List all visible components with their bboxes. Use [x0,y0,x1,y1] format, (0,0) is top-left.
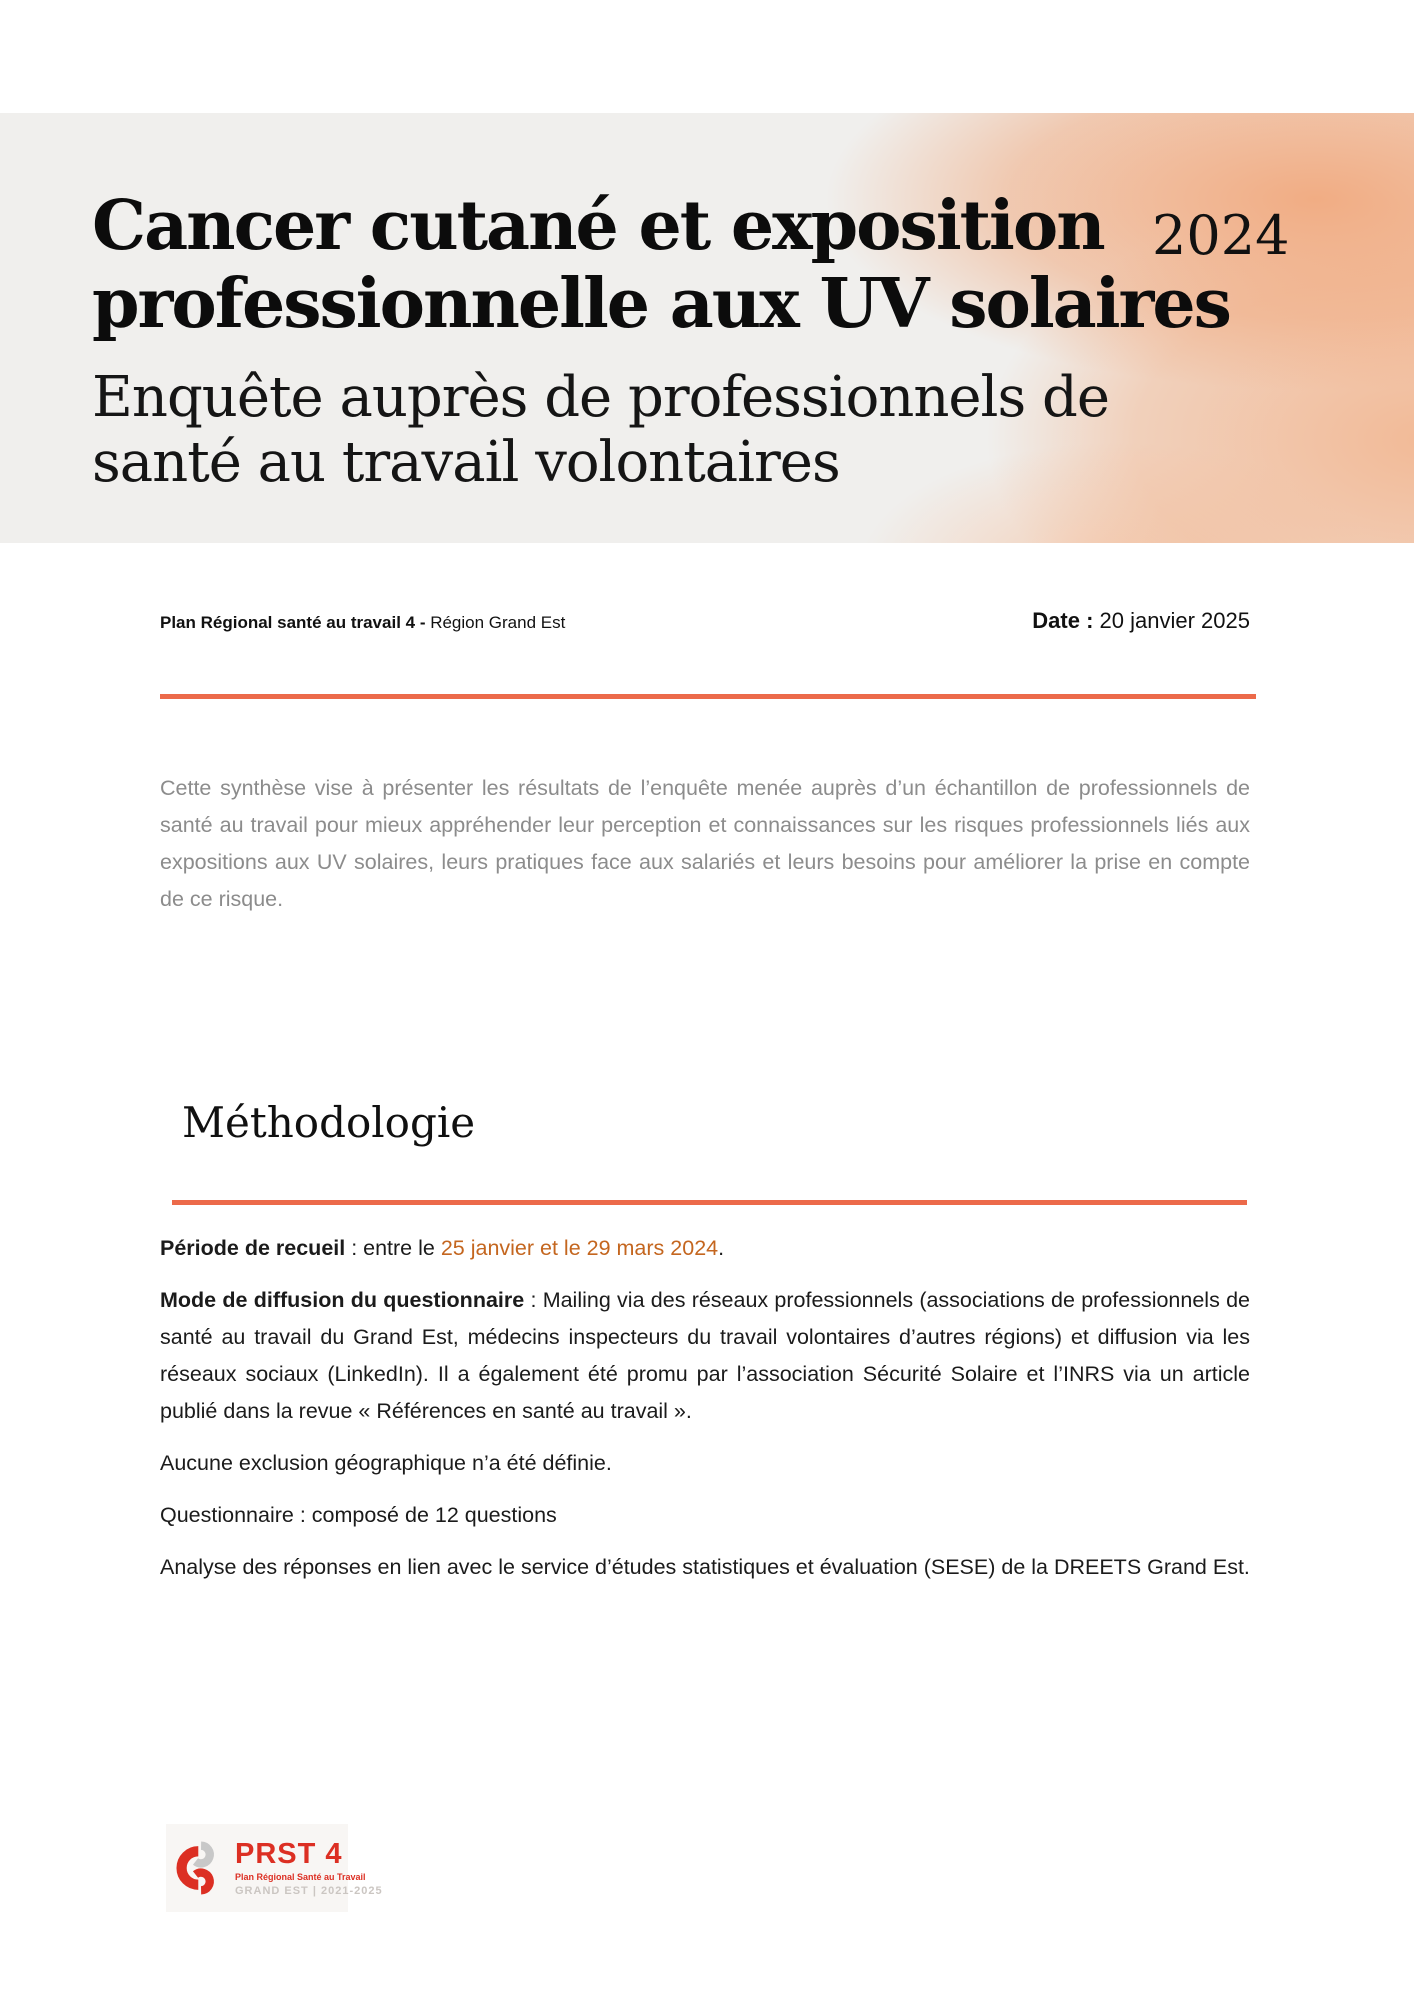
page-title-line2: professionnelle aux UV solaires [92,264,1230,344]
plan-regional-label [160,613,565,633]
diffusion-text: : Mailing via des réseaux professionnels (associations de professionnels de santé au travail du Grand Est, médecins inspecteurs du travail volontaires d’autres régions) et diffusion via les réseaux sociaux (LinkedIn). Il a également été promu par l’association Sécurité Solaire et l’INRS via un article publié dans la revue « Références en santé au travail ». [160,1288,1250,1423]
page-title-line1: Cancer cutané et exposition [92,186,1104,266]
meta-row [160,608,1250,634]
plan-regional-bold: Plan Régional santé au travail 4 - [160,613,431,632]
prst-mark-red-c [182,1851,199,1884]
paragraph-exclusion: Aucune exclusion géographique n’a été définie. [160,1451,612,1475]
page-title [92,187,1230,343]
year-label: 2024 [1152,204,1290,267]
periode-mid: : entre le [345,1236,441,1260]
paragraph-questionnaire: Questionnaire : composé de 12 questions [160,1503,557,1527]
prst4-logo-subtitle: Plan Régional Santé au Travail [235,1871,366,1882]
date-value: 20 janvier 2025 [1099,608,1250,633]
paragraph-periode [160,1230,1250,1267]
prst4-logo-region-years: GRAND EST | 2021-2025 [235,1884,383,1897]
plan-regional-region: Région Grand Est [430,613,566,632]
diffusion-label: Mode de diffusion du questionnaire [160,1288,525,1312]
divider-rule-top [160,694,1256,699]
page-subtitle-line1: Enquête auprès de professionnels de [92,365,1109,430]
section-heading-methodologie: Méthodologie [182,1098,476,1147]
intro-paragraph: Cette synthèse vise à présenter les résultats de l’enquête menée auprès d’un échantillon de professionnels de santé au travail pour mieux appréhender leur perception et connaissances sur les risques professionnels liés aux expositions aux UV solaires, leurs pratiques face aux salariés et leurs besoins pour améliorer la prise en compte de ce risque. [160,776,1250,911]
divider-rule-methodologie [172,1200,1247,1205]
periode-label: Période de recueil [160,1236,346,1260]
page-subtitle-line2: santé au travail volontaires [92,430,840,495]
date-label: Date : [1032,608,1100,633]
highlight-date-range: 25 janvier et le 29 mars 2024 [440,1236,719,1260]
date-line [1032,608,1250,634]
header-band [0,113,1414,543]
paragraph-analyse: Analyse des réponses en lien avec le service d’études statistiques et évaluation (SESE) de la DREETS Grand Est. [160,1555,1250,1579]
prst4-logo [166,1824,383,1912]
periode-end: . [718,1236,725,1260]
methodology-body [160,1230,1250,1601]
prst4-logo-name: PRST 4 [235,1837,343,1870]
prst-logo-icon [176,1837,228,1899]
paragraph-diffusion [160,1282,1250,1430]
prst4-logo-text [235,1837,383,1897]
page-subtitle [92,365,1109,495]
